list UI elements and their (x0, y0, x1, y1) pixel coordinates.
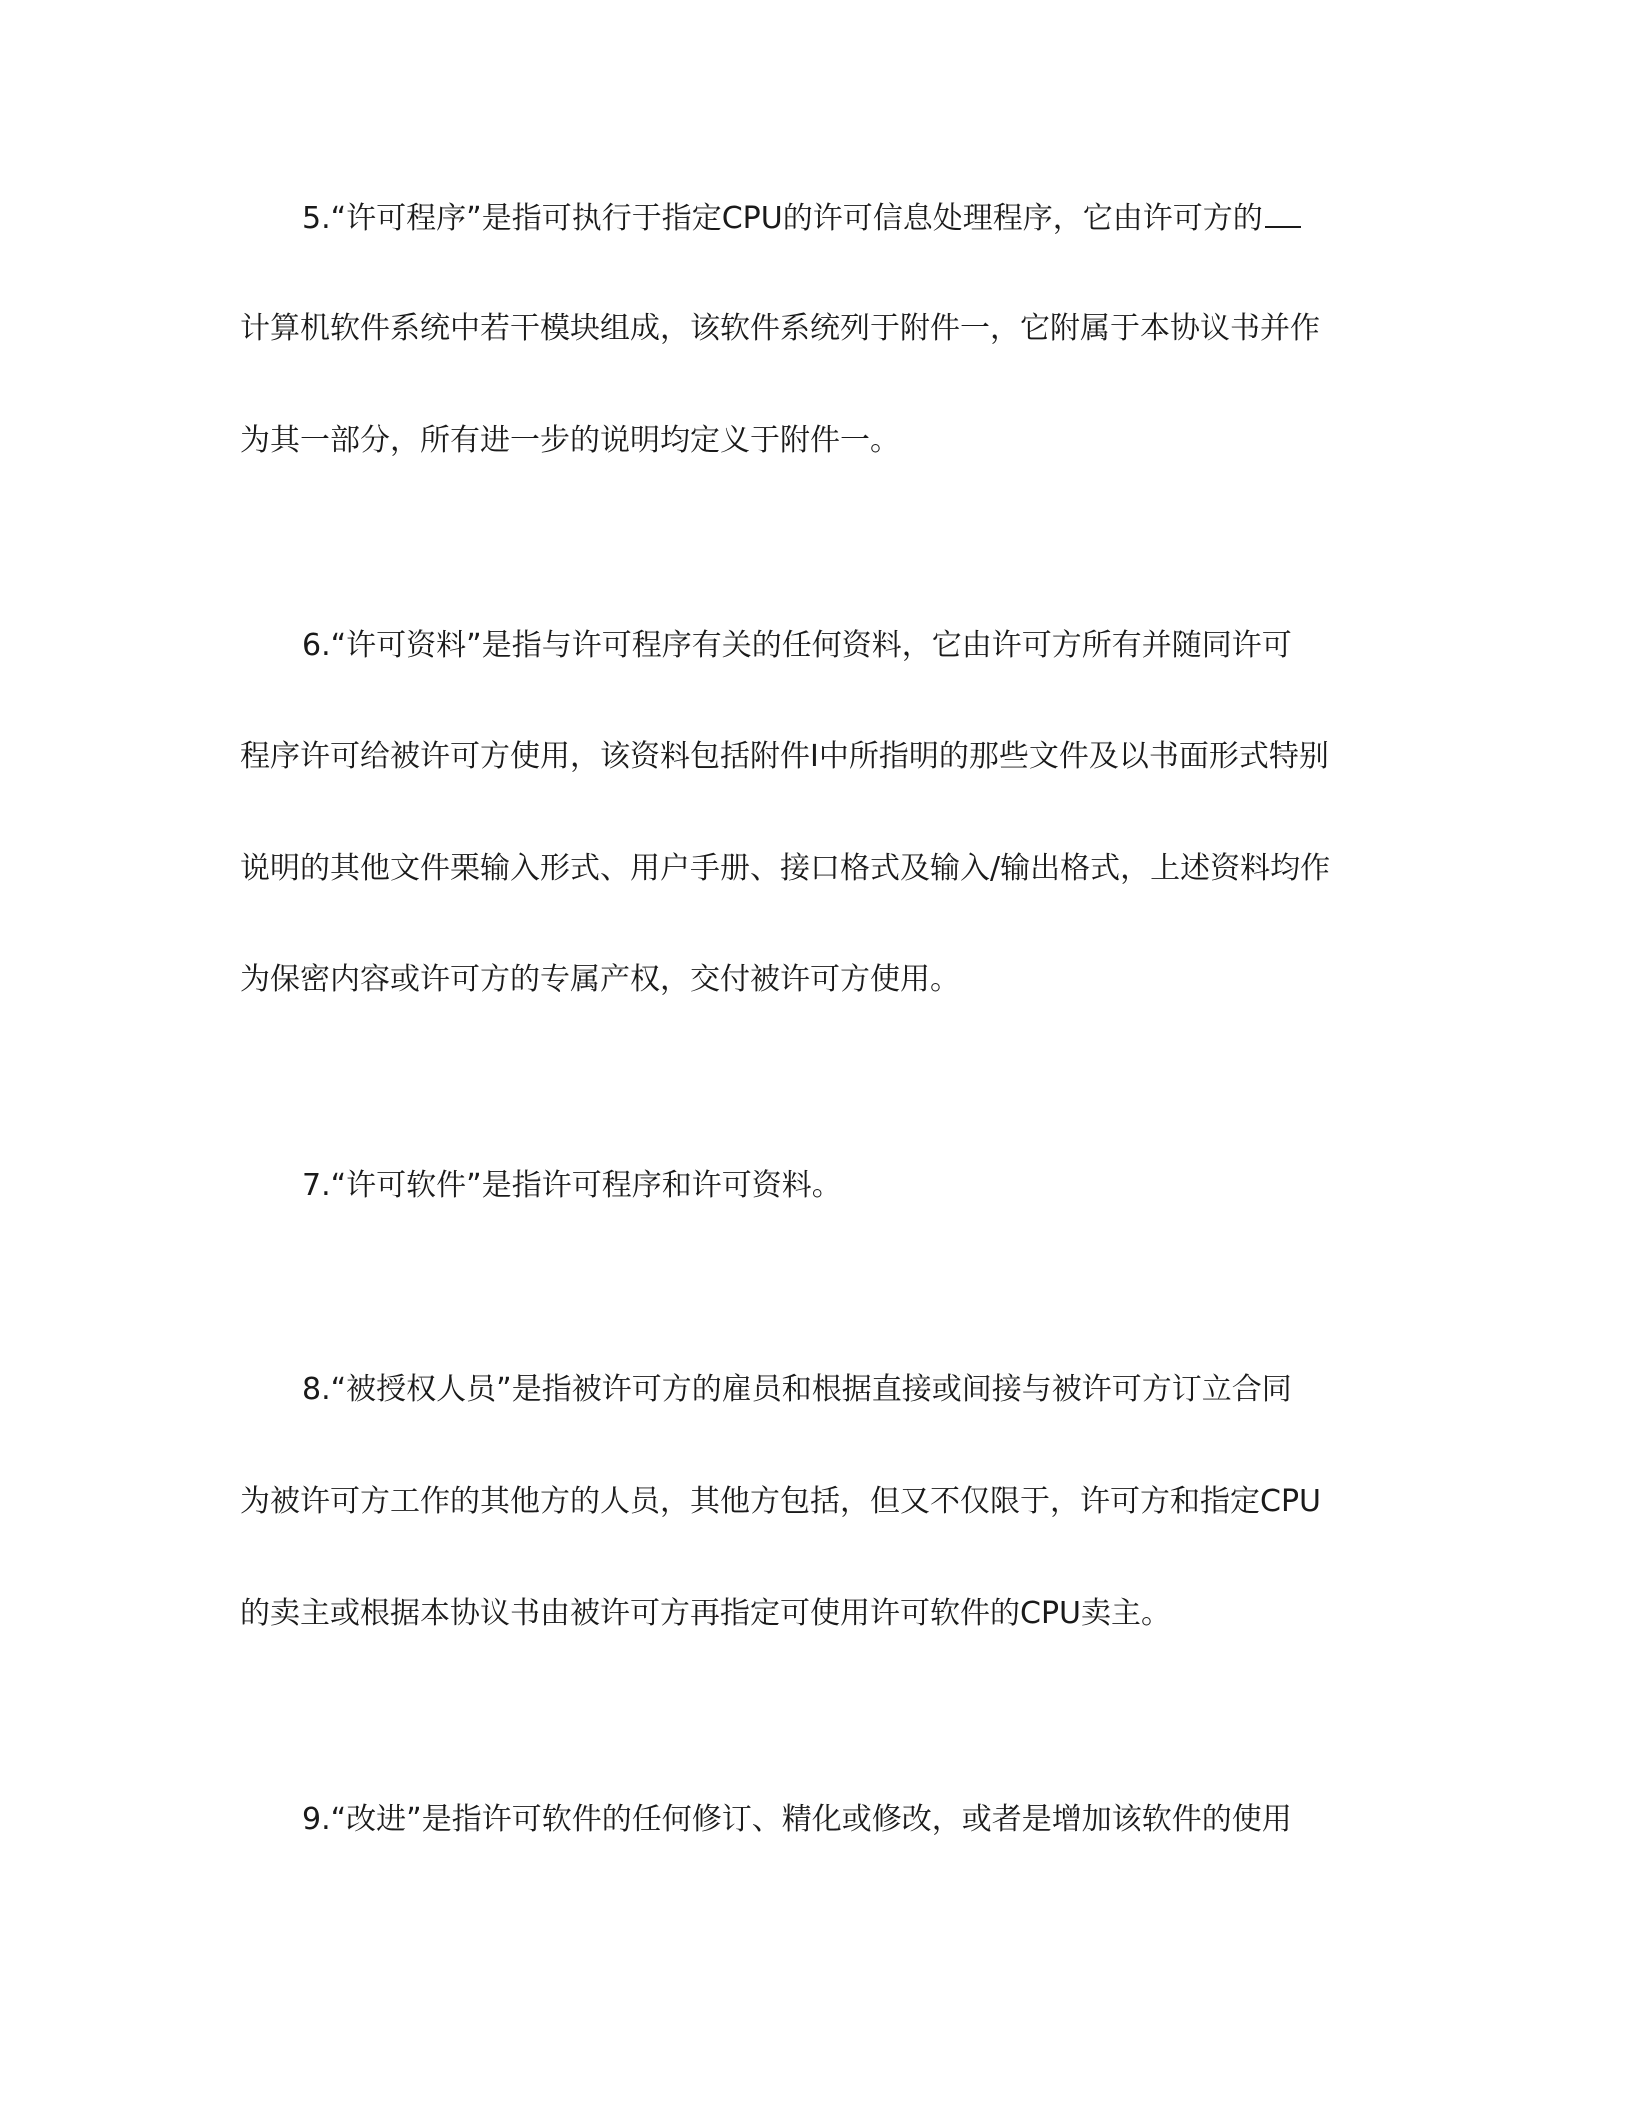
clause-5-line-1-text: 5.“许可程序”是指可执行于指定CPU的许可信息处理程序，它由许可方的 (302, 201, 1263, 236)
clause-6-line-4: 为保密内容或许可方的专属产权，交付被许可方使用。 (240, 962, 960, 997)
clause-7-line-1: 7.“许可软件”是指许可程序和许可资料。 (302, 1168, 842, 1203)
clause-5-line-3: 为其一部分，所有进一步的说明均定义于附件一。 (240, 423, 900, 458)
clause-9-line-1: 9.“改进”是指许可软件的任何修订、精化或修改，或者是增加该软件的使用 (302, 1802, 1292, 1837)
fill-in-blank (1265, 198, 1301, 228)
clause-8-line-3: 的卖主或根据本协议书由被许可方再指定可使用许可软件的CPU卖主。 (240, 1596, 1171, 1631)
clause-8-line-1: 8.“被授权人员”是指被许可方的雇员和根据直接或间接与被许可方订立合同 (302, 1372, 1292, 1407)
clause-6-line-3: 说明的其他文件栗输入形式、用户手册、接口格式及输入/输出格式，上述资料均作 (240, 851, 1331, 886)
clause-5-line-1 (302, 198, 1392, 239)
clause-8-line-2: 为被许可方工作的其他方的人员，其他方包括，但又不仅限于，许可方和指定CPU (240, 1484, 1321, 1519)
clause-6-line-1: 6.“许可资料”是指与许可程序有关的任何资料，它由许可方所有并随同许可 (302, 628, 1292, 663)
clause-5-line-2: 计算机软件系统中若干模块组成，该软件系统列于附件一，它附属于本协议书并作 (240, 311, 1320, 346)
clause-6-line-2: 程序许可给被许可方使用，该资料包括附件I中所指明的那些文件及以书面形式特别 (240, 739, 1329, 774)
